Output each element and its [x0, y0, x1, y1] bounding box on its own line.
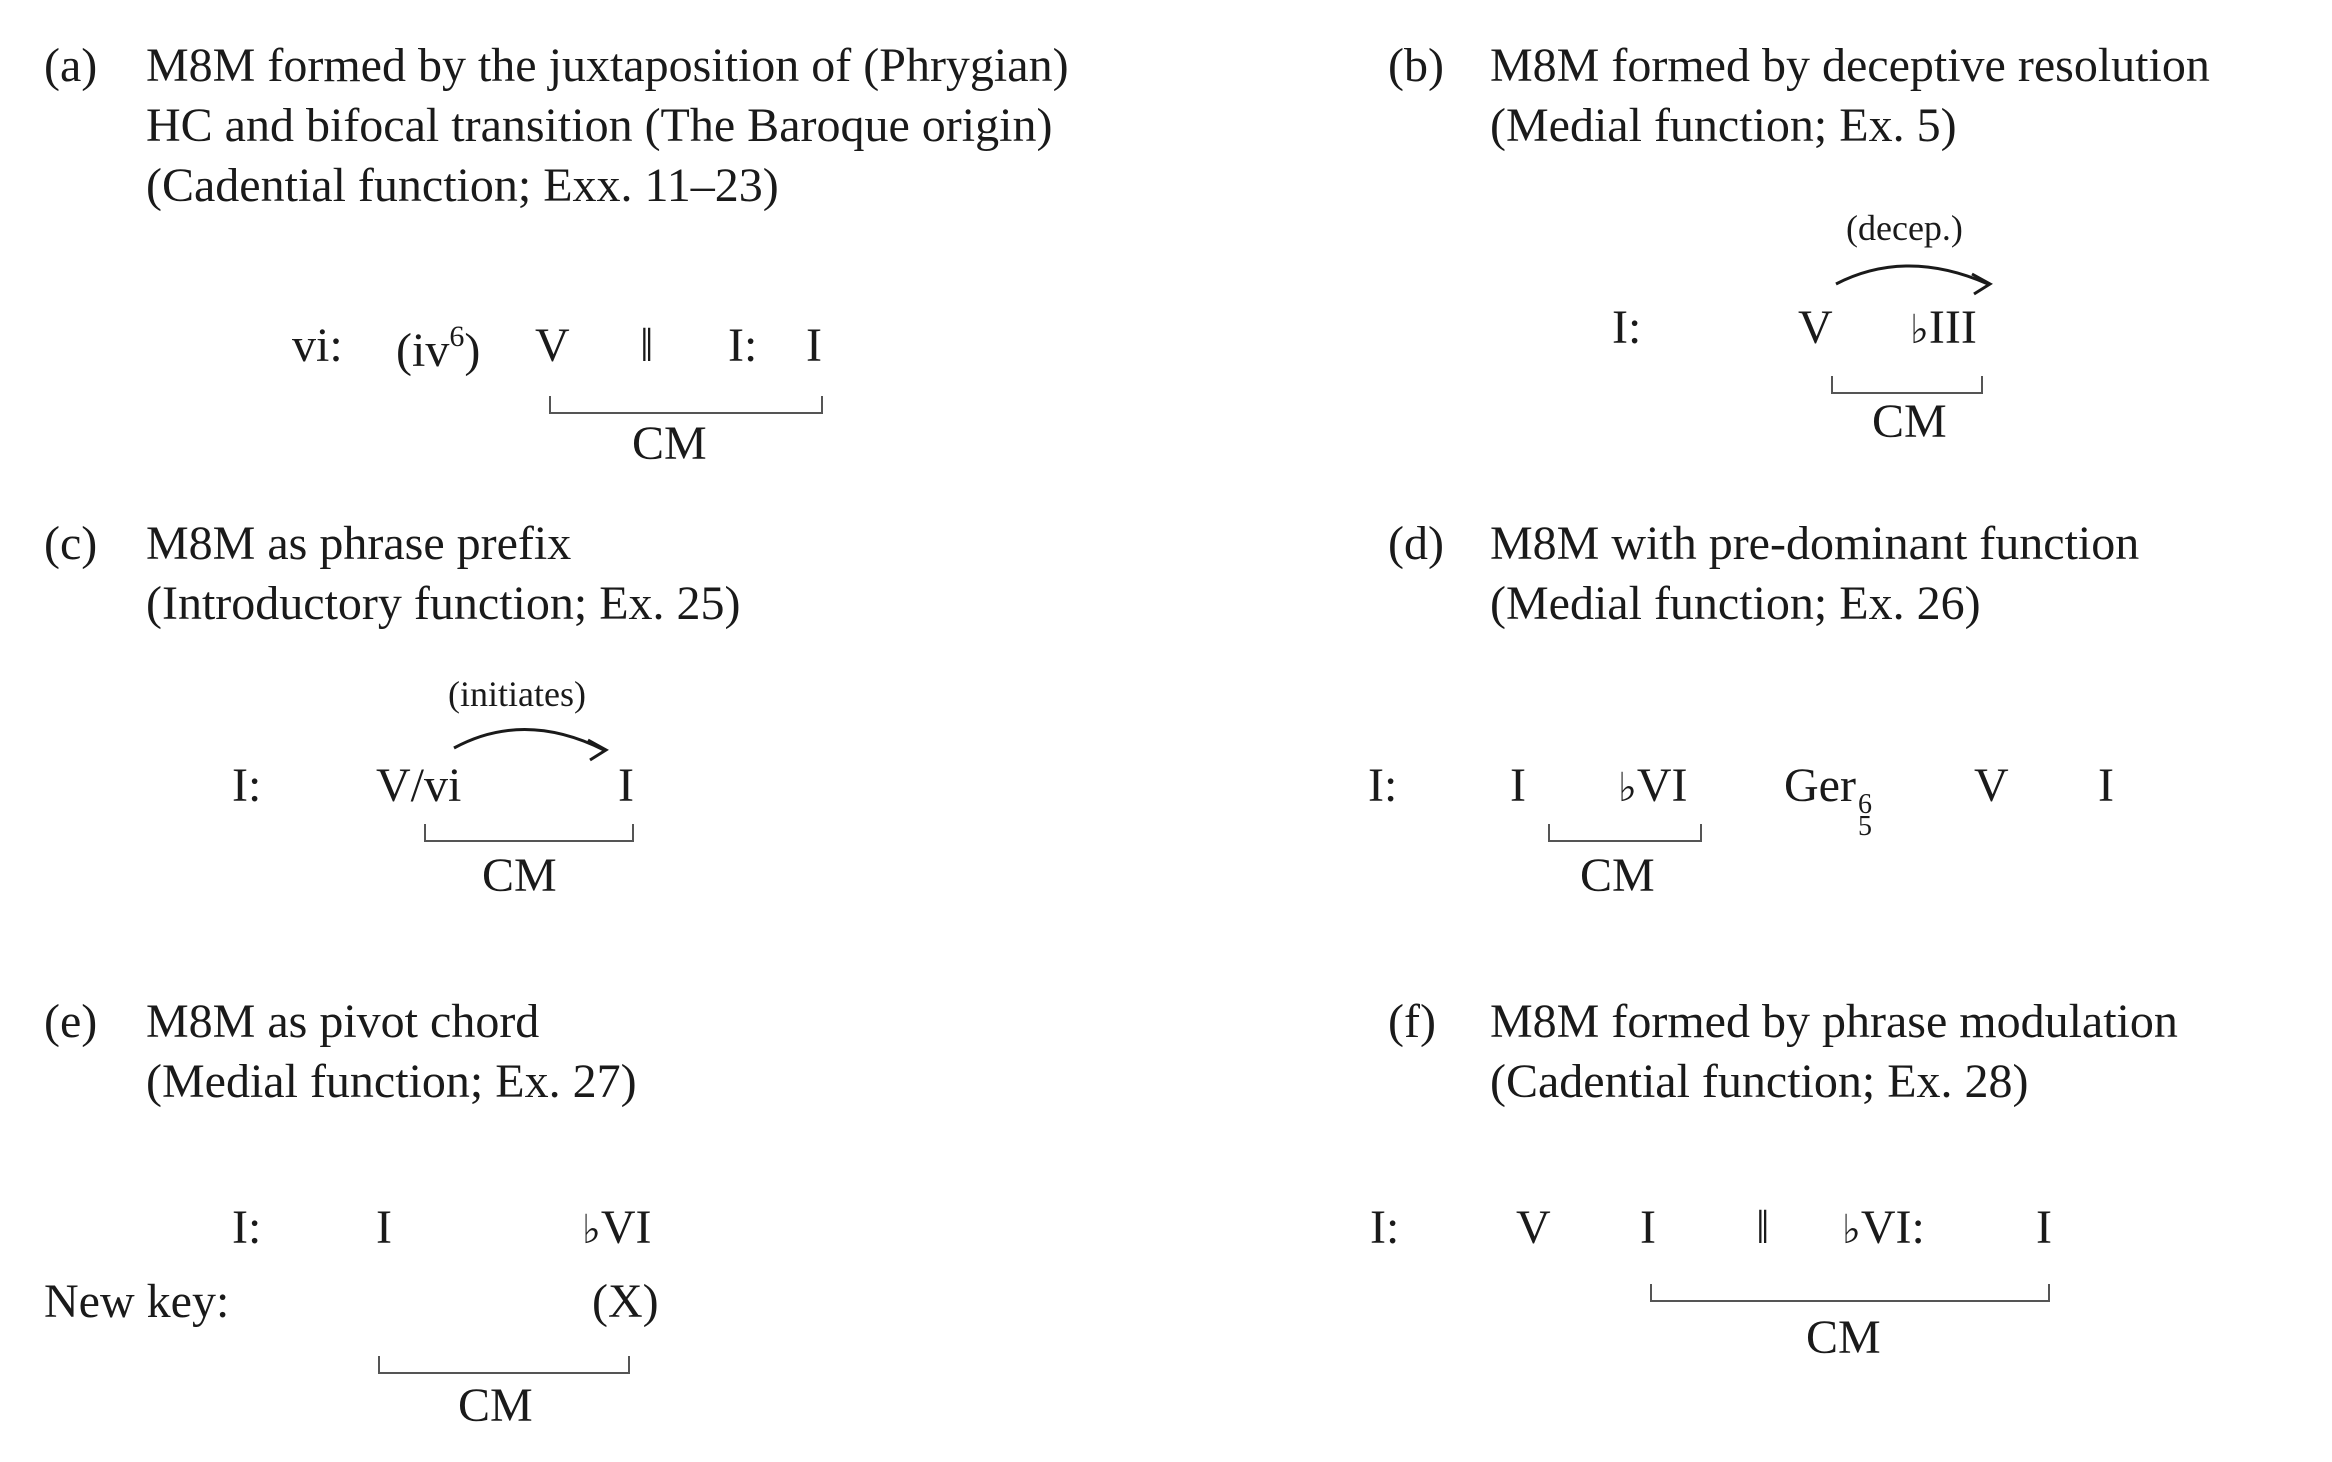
panel-a-cm-bracket — [549, 396, 823, 414]
panel-e-title-line-2: (Medial function; Ex. 27) — [146, 1055, 637, 1108]
panel-f-vi-key-numeral: VI: — [1860, 1201, 1925, 1254]
panel-d-cm-bracket — [1548, 824, 1702, 842]
panel-b-label: (b) — [1388, 39, 1444, 92]
panel-d-title-line-1: M8M with pre-dominant function — [1490, 517, 2140, 570]
panel-a-chord-i: I — [806, 319, 822, 372]
panel-e-flat-sign: ♭ — [582, 1207, 601, 1253]
panel-a-key-i: I: — [728, 319, 758, 372]
panel-c-title-line-2: (Introductory function; Ex. 25) — [146, 577, 741, 630]
panel-b-title-line-1: M8M formed by deceptive resolution — [1490, 39, 2210, 92]
panel-a-iv6-chord — [396, 322, 480, 375]
panel-c-title-line-1: M8M as phrase prefix — [146, 517, 572, 570]
panel-d-cm-label: CM — [1580, 849, 1655, 902]
panel-b-cm-bracket — [1831, 376, 1983, 394]
panel-f-title — [1490, 992, 2178, 1112]
panel-d-ger-text: Ger — [1784, 759, 1856, 812]
panel-a-iv-base: (iv — [396, 324, 450, 377]
panel-f-chord-i-new-key: I — [2036, 1201, 2052, 1254]
panel-f-chord-v: V — [1516, 1201, 1551, 1254]
panel-a-title-line-3: (Cadential function; Exx. 11–23) — [146, 159, 779, 212]
panel-d-label: (d) — [1388, 517, 1444, 570]
panel-f-label: (f) — [1388, 995, 1436, 1048]
panel-d-title-line-2: (Medial function; Ex. 26) — [1490, 577, 1981, 630]
panel-a-label: (a) — [44, 39, 98, 92]
panel-c-chord-v-of-vi: V/vi — [376, 759, 462, 812]
panel-a-title — [146, 36, 1069, 216]
panel-d-title — [1490, 514, 2139, 634]
panel-b-chord-v: V — [1798, 301, 1833, 354]
panel-c-initiates-arrow — [454, 718, 614, 758]
panel-d-figured-bass — [1857, 789, 1872, 842]
panel-e-title — [146, 992, 637, 1112]
panel-c-key-i: I: — [232, 759, 262, 812]
panel-f-flat-sign: ♭ — [1842, 1207, 1861, 1253]
panel-b-key-i: I: — [1612, 301, 1642, 354]
panel-d-chord-flat-vi — [1618, 759, 1688, 812]
panel-e-cm-bracket — [378, 1356, 630, 1374]
panel-e-chord-flat-vi — [582, 1201, 652, 1254]
panel-a-title-line-1: M8M formed by the juxtaposition of (Phrygian) — [146, 39, 1069, 92]
panel-d-chord-i-final: I — [2098, 759, 2114, 812]
panel-b-title — [1490, 36, 2210, 156]
panel-f-cm-bracket — [1650, 1284, 2050, 1302]
panel-e-key-i: I: — [232, 1201, 262, 1254]
panel-d-chord-v: V — [1974, 759, 2009, 812]
panel-b-cm-label: CM — [1872, 395, 1947, 448]
panel-d-chord-german-65 — [1784, 759, 1872, 842]
panel-c-chord-i: I — [618, 759, 634, 812]
panel-e-title-line-1: M8M as pivot chord — [146, 995, 540, 1048]
panel-f-key-flat-vi — [1842, 1201, 1925, 1254]
panel-f-double-bar: ‖ — [1756, 1201, 1770, 1254]
panel-b-annotation-decep: (decep.) — [1846, 208, 1963, 248]
panel-a-cm-label: CM — [632, 417, 707, 470]
panel-b-flat-sign: ♭ — [1910, 307, 1929, 353]
panel-d-flat-sign: ♭ — [1618, 765, 1637, 811]
panel-a-iv-close: ) — [464, 324, 481, 377]
panel-f-key-i: I: — [1370, 1201, 1400, 1254]
panel-f-chord-i: I — [1640, 1201, 1656, 1254]
panel-d-vi-numeral: VI — [1636, 759, 1688, 812]
panel-a-iv-figure: 6 — [449, 320, 465, 353]
panel-e-new-key-label: New key: — [44, 1275, 230, 1328]
panel-c-cm-label: CM — [482, 849, 557, 902]
panel-e-vi-numeral: VI — [600, 1201, 652, 1254]
panel-d-figure-bottom: 5 — [1857, 811, 1872, 842]
panel-c-label: (c) — [44, 517, 98, 570]
panel-f-title-line-1: M8M formed by phrase modulation — [1490, 995, 2178, 1048]
panel-d-chord-i: I — [1510, 759, 1526, 812]
panel-b-chord-flat-iii — [1910, 301, 1977, 354]
panel-c-cm-bracket — [424, 824, 634, 842]
panel-e-chord-i: I — [376, 1201, 392, 1254]
panel-b-deceptive-arrow — [1836, 254, 1996, 294]
panel-c-annotation-initiates: (initiates) — [448, 674, 586, 714]
panel-d-figure-top: 6 — [1857, 789, 1872, 820]
panel-c-title — [146, 514, 741, 634]
panel-d-key-i: I: — [1368, 759, 1398, 812]
panel-a-key-vi: vi: — [292, 319, 343, 372]
panel-a-title-line-2: HC and bifocal transition (The Baroque origin) — [146, 99, 1053, 152]
panel-a-double-bar: ‖ — [640, 319, 654, 372]
panel-e-label: (e) — [44, 995, 98, 1048]
panel-b-title-line-2: (Medial function; Ex. 5) — [1490, 99, 1957, 152]
panel-f-cm-label: CM — [1806, 1311, 1881, 1364]
panel-f-title-line-2: (Cadential function; Ex. 28) — [1490, 1055, 2029, 1108]
panel-a-chord-v: V — [535, 319, 570, 372]
panel-e-cm-label: CM — [458, 1379, 533, 1432]
panel-b-iii-numeral: III — [1928, 301, 1977, 354]
panel-e-chord-x: (X) — [592, 1275, 659, 1328]
